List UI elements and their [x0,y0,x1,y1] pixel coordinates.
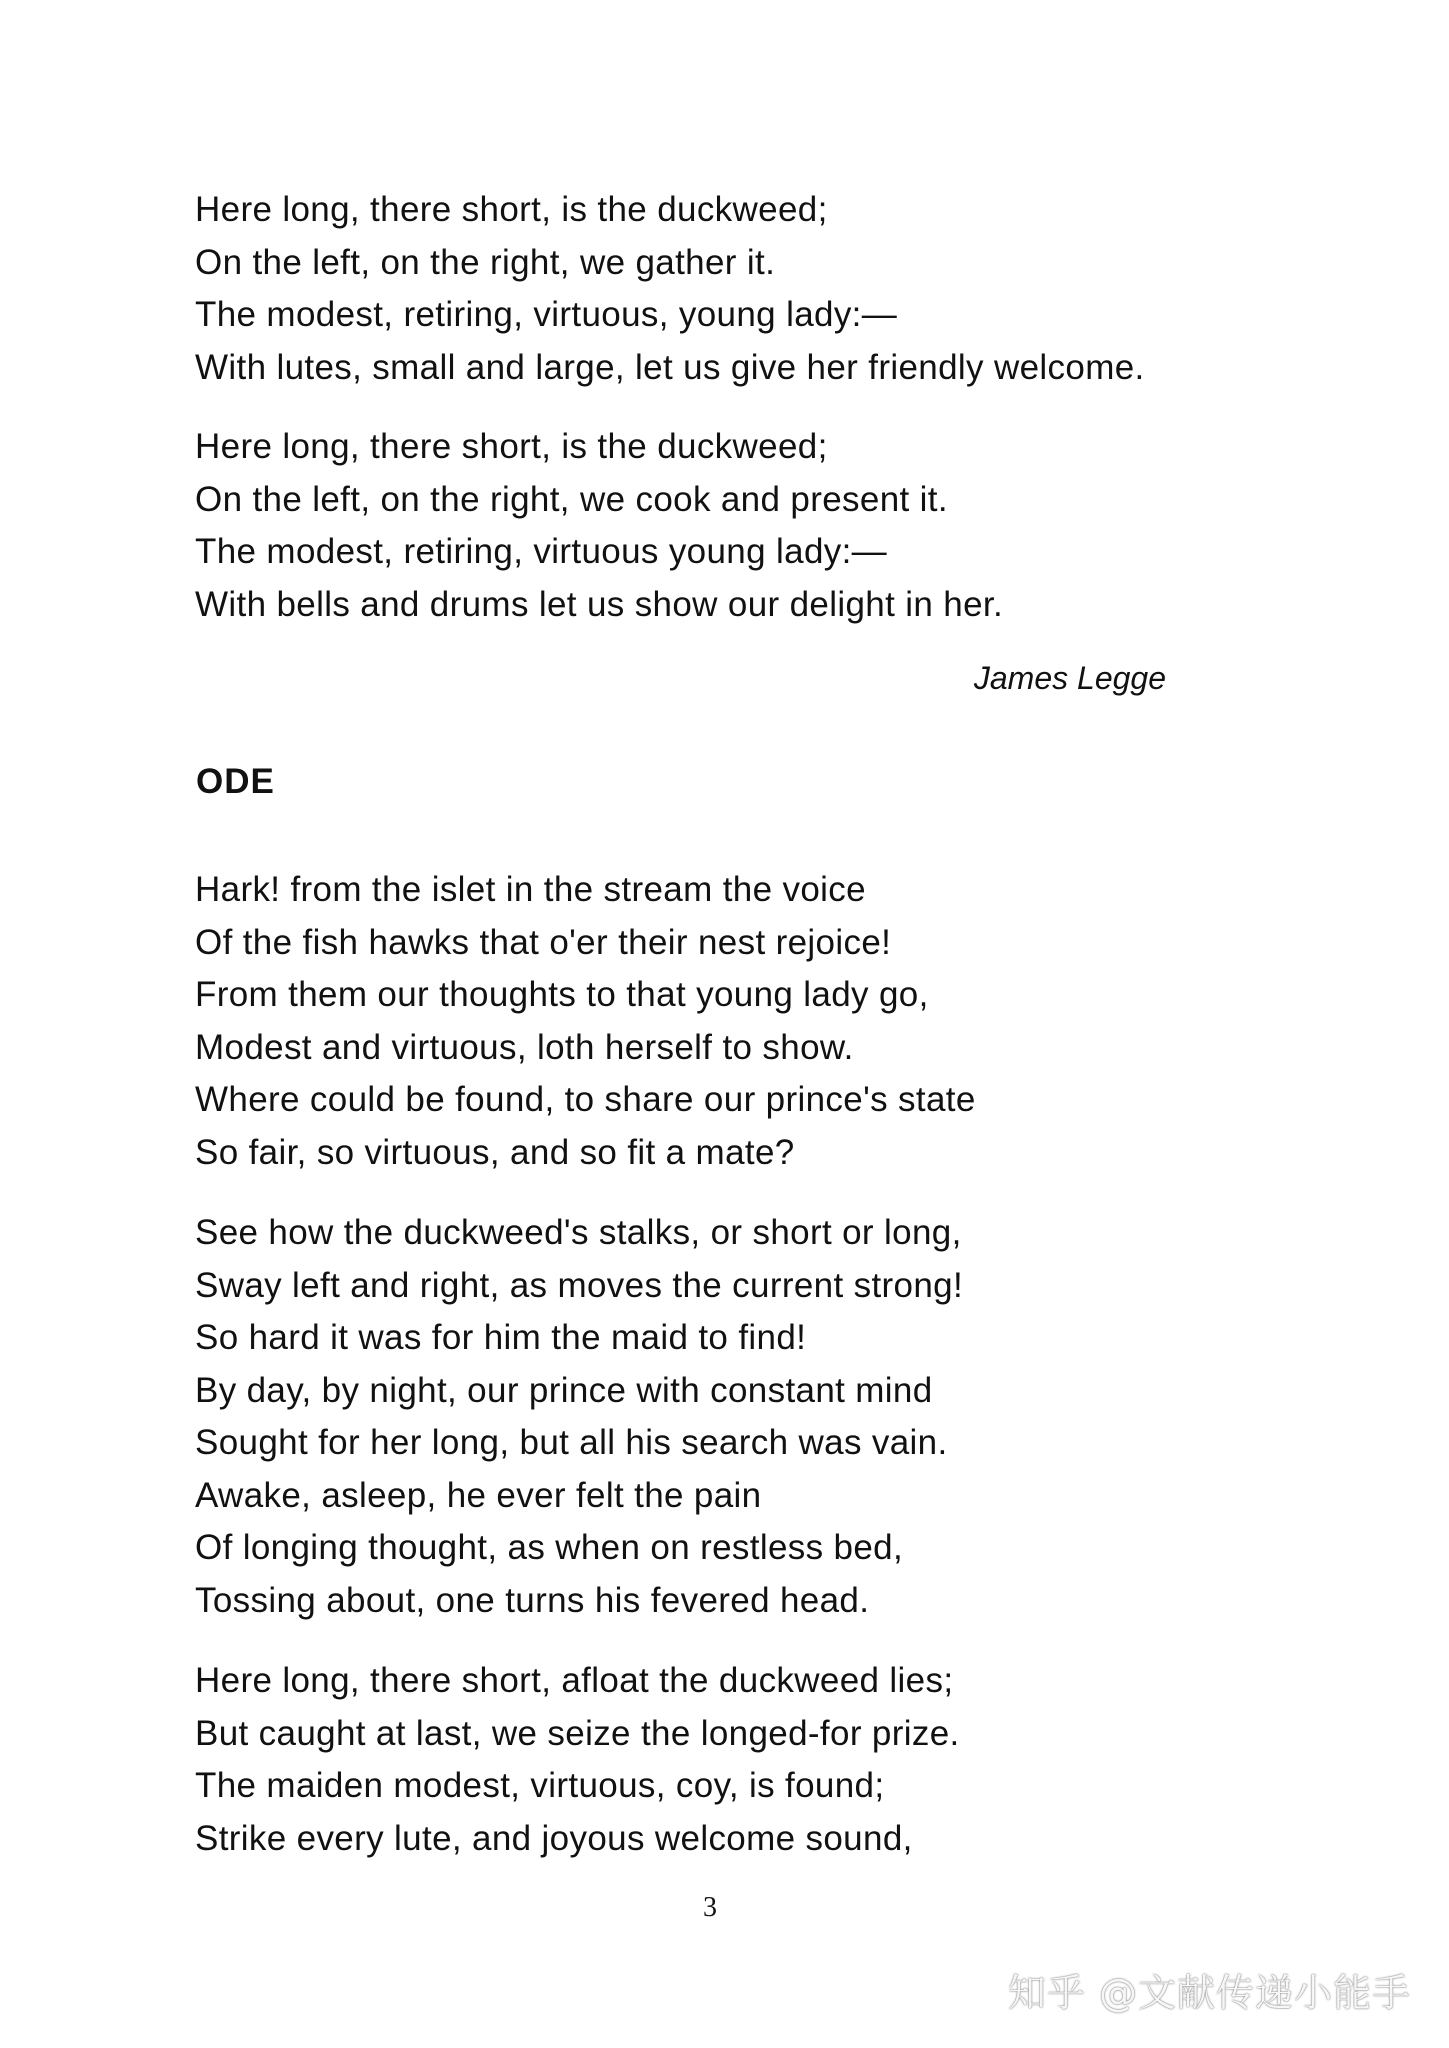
ode-stanza-2 [195,1207,1295,1627]
legge-poem [195,184,1295,394]
ode-stanza-1 [195,864,1295,1179]
verse-line: Of the fish hawks that o'er their nest rejoice! [195,922,892,962]
translator-attribution: James Legge [973,660,1166,696]
verse-line: Here long, there short, is the duckweed; [195,190,828,229]
verse-line: Awake, asleep, he ever felt the pain [195,1475,762,1515]
verse-line: So hard it was for him the maid to find! [195,1318,807,1357]
verse-line: So fair, so virtuous, and so fit a mate? [195,1132,795,1172]
page-number: 3 [703,1892,717,1923]
verse-line: Modest and virtuous, loth herself to show. [195,1027,854,1067]
verse-line: With bells and drums let us show our delight in her. [195,584,1004,624]
ode-heading: ODE [196,762,275,801]
verse-line: Here long, there short, is the duckweed; [195,427,828,466]
verse-line: Strike every lute, and joyous welcome sound, [195,1818,913,1858]
verse-line: See how the duckweed's stalks, or short or long, [195,1213,962,1252]
verse-line: Sway left and right, as moves the current strong! [195,1265,964,1305]
verse-line: On the left, on the right, we gather it. [195,242,776,282]
verse-line: Where could be found, to share our prince's state [195,1080,976,1119]
verse-line: The modest, retiring, virtuous young lady:— [195,532,888,571]
verse-line: The maiden modest, virtuous, coy, is found; [195,1766,885,1805]
legge-poem-stanza-2 [195,421,1295,631]
watermark: 知乎 @文献传递小能手 [1007,1971,1411,2015]
verse-line: With lutes, small and large, let us give her friendly welcome. [195,347,1145,387]
verse-line: From them our thoughts to that young lady go, [195,975,929,1014]
verse-line: Hark! from the islet in the stream the voice [195,870,866,909]
verse-line: But caught at last, we seize the longed-for prize. [195,1713,960,1753]
ode-stanza-3 [195,1655,1295,1865]
stanza-1 [195,184,1295,394]
verse-line: The modest, retiring, virtuous, young lady:— [195,295,898,334]
verse-line: By day, by night, our prince with constant mind [195,1370,933,1410]
verse-line: Of longing thought, as when on restless bed, [195,1528,904,1567]
verse-line: Tossing about, one turns his fevered head. [195,1580,870,1620]
stanza-2 [195,421,1295,631]
verse-line: Here long, there short, afloat the duckweed lies; [195,1661,954,1700]
verse-line: Sought for her long, but all his search was vain. [195,1423,948,1462]
verse-line: On the left, on the right, we cook and present it. [195,479,948,519]
